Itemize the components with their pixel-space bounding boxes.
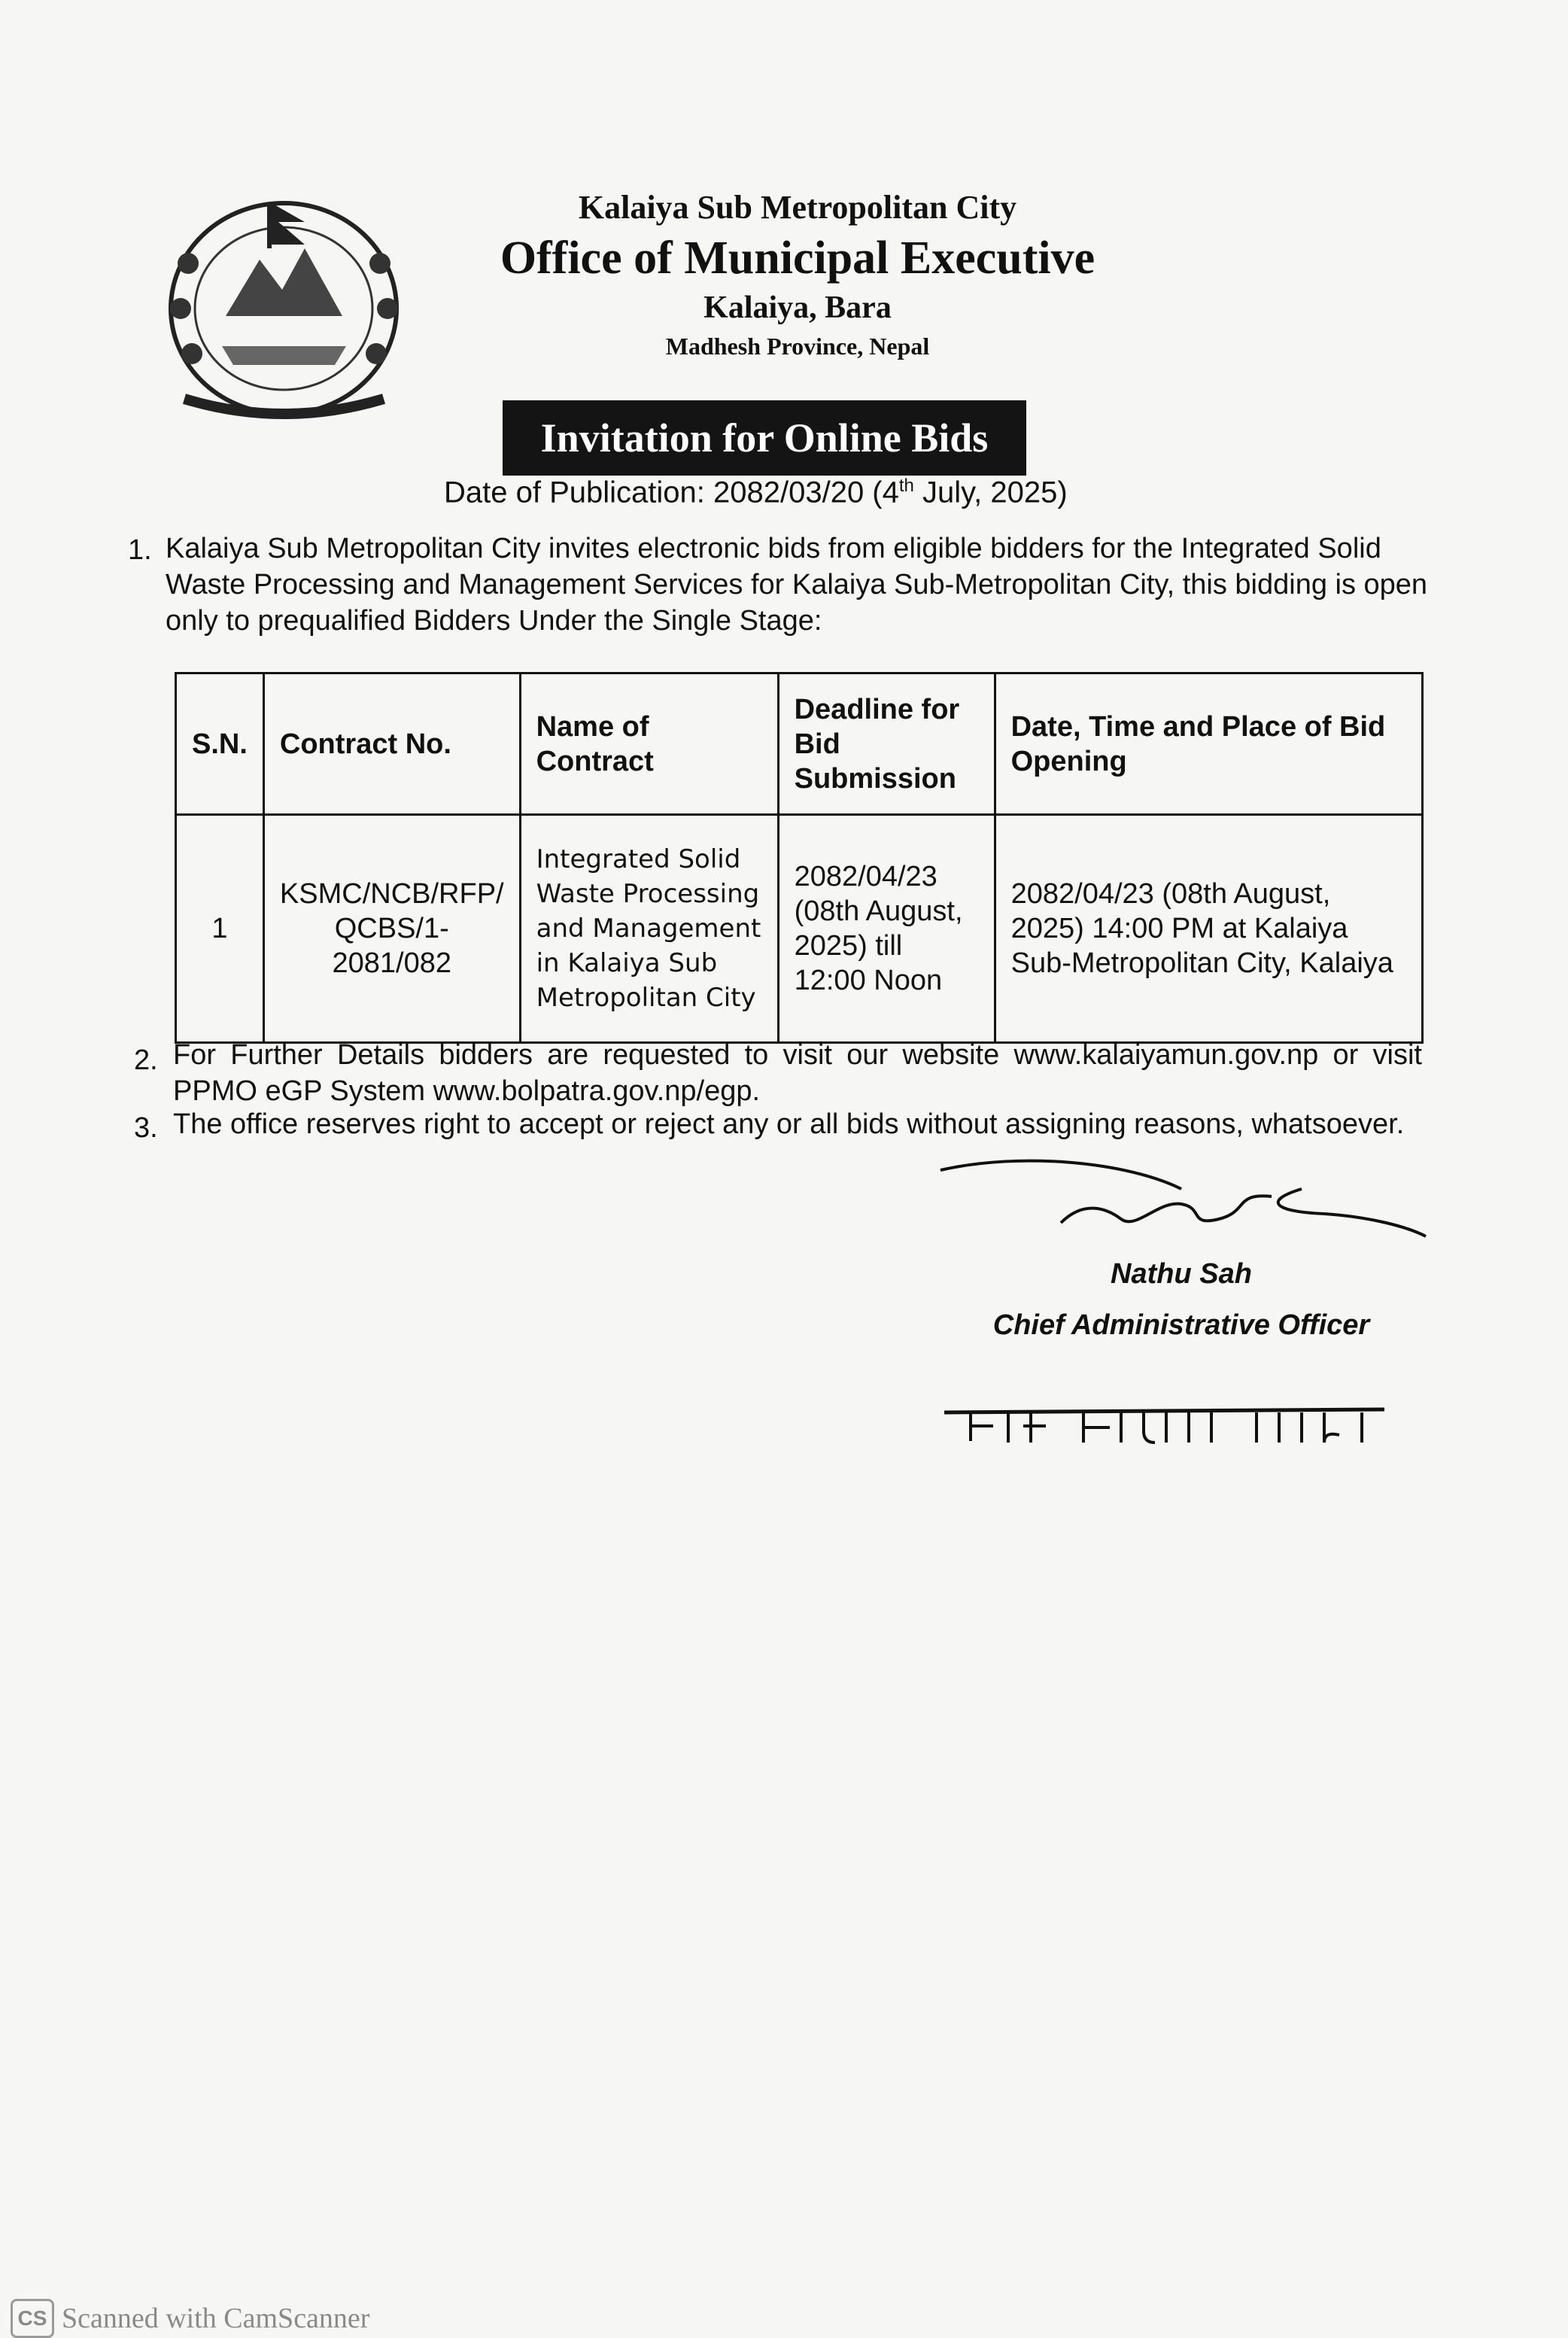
office-name: Office of Municipal Executive <box>500 233 1095 284</box>
item-text: The office reserves right to accept or reject any or all bids without assigning reasons, whatsoever. <box>173 1108 1405 1140</box>
item-number: 1. <box>128 534 152 566</box>
nepal-emblem-icon <box>154 188 414 425</box>
cell-bid-opening: 2082/04/23 (08th August, 2025) 14:00 PM at Kalaiya Sub-Metropolitan City, Kalaiya <box>995 815 1422 1043</box>
bids-table <box>175 672 1424 1044</box>
item-text: Kalaiya Sub Metropolitan City invites electronic bids from eligible bidders for the Integrated Solid Waste Processing and Management Services for Kalaiya Sub-Metropolitan City, this bidding is open only to prequalified Bidders Under the Single Stage: <box>166 533 1428 637</box>
item-number: 3. <box>134 1112 158 1144</box>
header-deadline: Deadline for Bid Submission <box>778 673 995 815</box>
cell-contract-name: Integrated Solid Waste Processing and Management in Kalaiya Sub Metropolitan City <box>520 815 778 1043</box>
header-bid-opening: Date, Time and Place of Bid Opening <box>995 673 1422 815</box>
header-contract-name: Name of Contract <box>520 673 778 815</box>
publication-date: Date of Publication: 2082/03/20 (4th July, 2025) <box>444 476 1068 509</box>
cell-deadline: 2082/04/23 (08th August, 2025) till 12:00 Noon <box>778 815 995 1043</box>
district-name: Kalaiya, Bara <box>703 290 892 325</box>
table-row <box>176 815 1423 1043</box>
notice-banner: Invitation for Online Bids <box>503 400 1026 476</box>
signature <box>933 1155 1430 1253</box>
signer-name: Nathu Sah <box>1111 1258 1252 1290</box>
table-header-row <box>176 673 1423 815</box>
signer-title: Chief Administrative Officer <box>992 1309 1370 1341</box>
city-name: Kalaiya Sub Metropolitan City <box>578 189 1017 226</box>
official-stamp <box>940 1396 1392 1449</box>
header-sn: S.N. <box>176 673 264 815</box>
province-name: Madhesh Province, Nepal <box>665 333 930 360</box>
item-number: 2. <box>134 1044 158 1076</box>
item-text: For Further Details bidders are requested to visit our website www.kalaiyamun.gov.np or visit PPMO eGP System www.bolpatra.gov.np/egp. <box>173 1039 1422 1107</box>
scanner-watermark: Scanned with CamScanner <box>62 2303 370 2334</box>
cell-sn: 1 <box>176 815 264 1043</box>
scanner-footer <box>11 2299 369 2338</box>
cell-contract-no: KSMC/NCB/RFP/ QCBS/1-2081/082 <box>263 815 520 1043</box>
camscanner-logo-icon: CS <box>11 2299 54 2338</box>
header-contract-no: Contract No. <box>263 673 520 815</box>
